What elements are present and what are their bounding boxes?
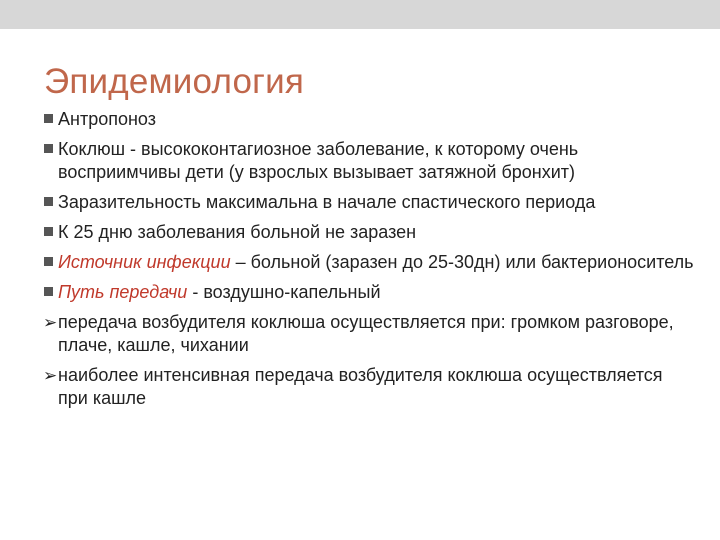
highlight-term: Источник инфекции bbox=[58, 252, 231, 272]
bullet-list bbox=[44, 108, 694, 417]
square-bullet-icon bbox=[44, 144, 53, 153]
arrow-bullet-icon: ➢ bbox=[43, 366, 58, 385]
list-item: Антропоноз bbox=[44, 108, 694, 131]
list-item: Путь передачи - воздушно-капельный bbox=[44, 281, 694, 304]
slide-title: Эпидемиология bbox=[44, 62, 305, 101]
list-item: Коклюш - высококонтагиозное заболевание, к которому очень восприимчивы дети (у взрослых вызывает затяжной бронхит) bbox=[44, 138, 694, 184]
square-bullet-icon bbox=[44, 197, 53, 206]
top-bar bbox=[0, 0, 720, 29]
arrow-bullet-icon: ➢ bbox=[43, 313, 58, 332]
list-item: Заразительность максимальна в начале спастического периода bbox=[44, 191, 694, 214]
square-bullet-icon bbox=[44, 227, 53, 236]
square-bullet-icon bbox=[44, 114, 53, 123]
list-item: ➢ наиболее интенсивная передача возбудителя коклюша осуществляется при кашле bbox=[43, 365, 663, 408]
list-item: Источник инфекции – больной (заразен до 25-30дн) или бактерионоситель bbox=[44, 251, 694, 274]
highlight-term: Путь передачи bbox=[58, 282, 188, 302]
square-bullet-icon bbox=[44, 257, 53, 266]
list-item: К 25 дню заболевания больной не заразен bbox=[44, 221, 694, 244]
list-item: ➢ передача возбудителя коклюша осуществляется при: громком разговоре, плаче, кашле, чихании bbox=[43, 312, 674, 355]
square-bullet-icon bbox=[44, 287, 53, 296]
